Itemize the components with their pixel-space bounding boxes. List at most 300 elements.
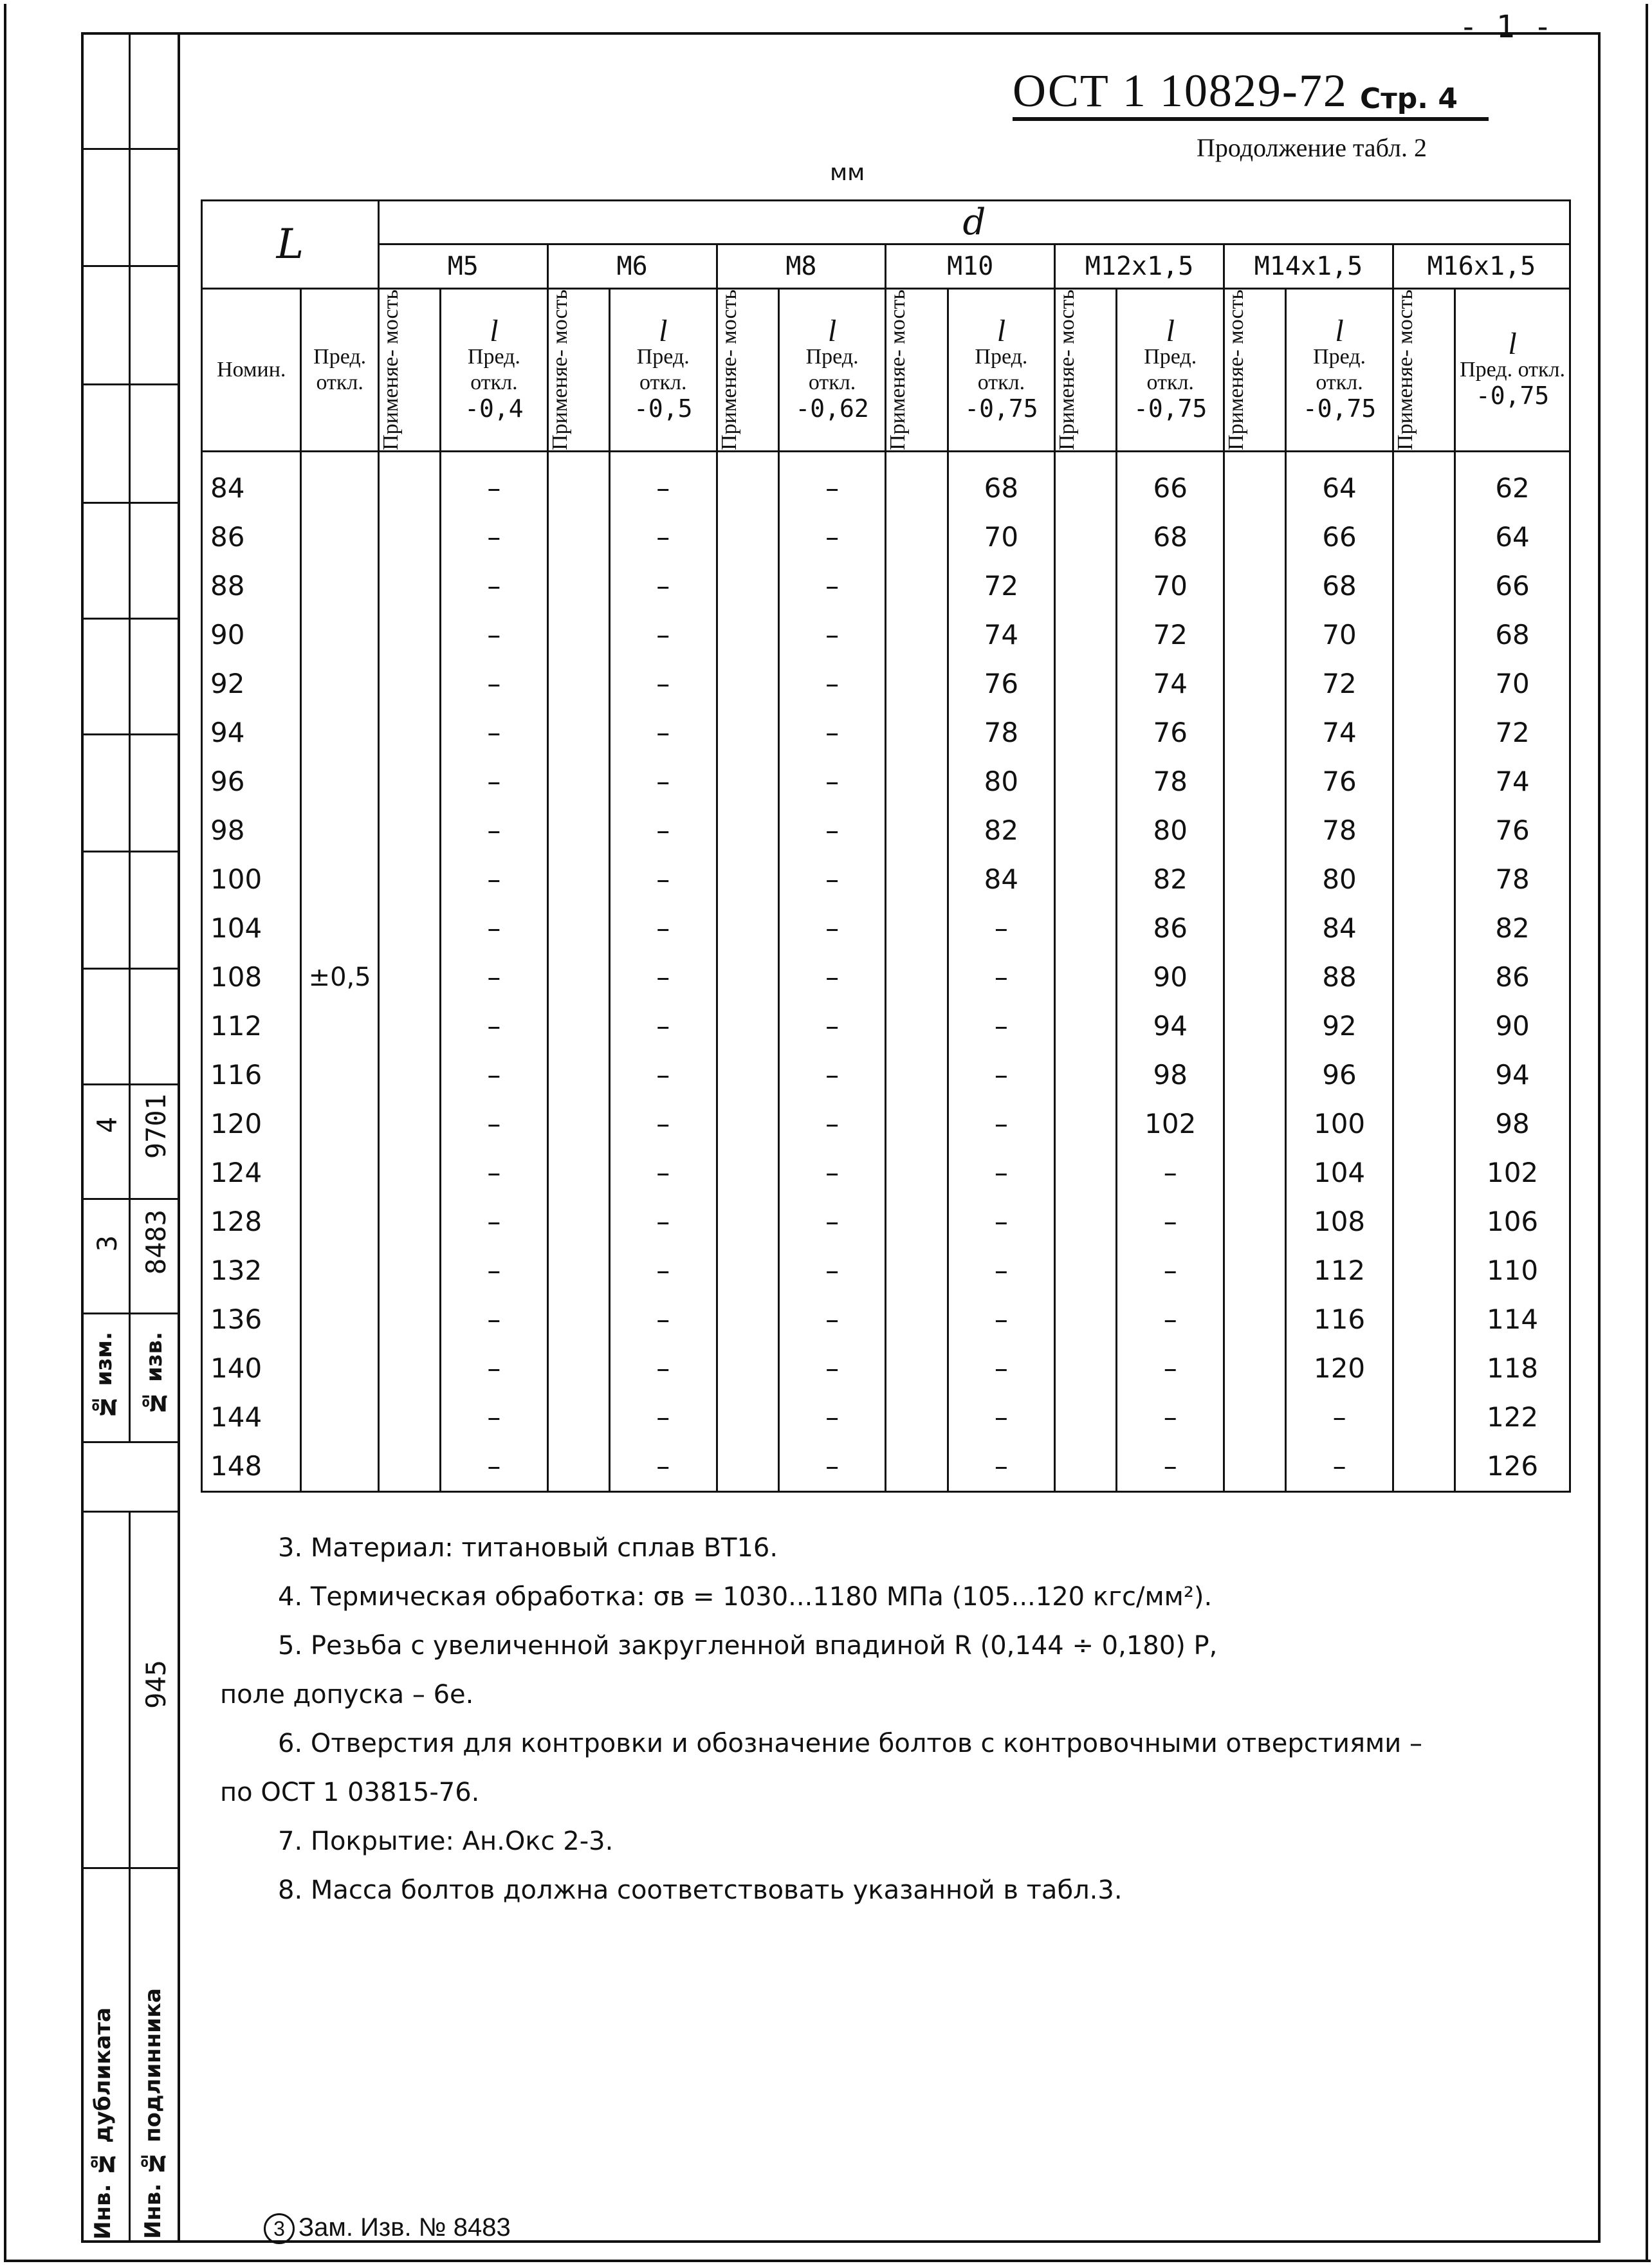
ell-value: 90	[1455, 1002, 1570, 1051]
applicability-cell	[547, 1051, 609, 1100]
applicability-header	[378, 289, 440, 452]
applicability-cell	[1224, 513, 1286, 562]
applicability-cell	[1224, 1100, 1286, 1148]
applicability-cell	[547, 451, 609, 513]
ell-value: –	[948, 1002, 1055, 1051]
table-row	[202, 451, 1570, 513]
margin-tick	[81, 148, 178, 150]
applicability-cell	[378, 1295, 440, 1344]
table-row	[202, 1100, 1570, 1148]
applicability-cell	[547, 904, 609, 953]
applicability-cell	[1224, 562, 1286, 611]
applicability-cell	[886, 1051, 948, 1100]
ell-value: –	[948, 1100, 1055, 1148]
ell-value: –	[778, 1295, 886, 1344]
applicability-cell	[717, 513, 778, 562]
margin-tick	[81, 618, 178, 620]
applicability-cell	[1393, 1442, 1455, 1492]
ell-value: –	[609, 611, 717, 659]
applicability-cell	[1393, 953, 1455, 1002]
ell-value: –	[778, 953, 886, 1002]
ell-value: 84	[948, 855, 1055, 904]
ell-value: –	[778, 562, 886, 611]
table-row	[202, 513, 1570, 562]
ell-value: –	[609, 1148, 717, 1197]
ell-value: –	[948, 1442, 1055, 1492]
table-row	[202, 611, 1570, 659]
ell-value: –	[441, 1197, 548, 1246]
table-row	[202, 1246, 1570, 1295]
applicability-header	[886, 289, 948, 452]
ell-dev-label: Пред. откл.	[1313, 344, 1366, 394]
applicability-cell	[547, 513, 609, 562]
ell-value: 76	[1286, 757, 1393, 806]
applicability-cell	[547, 1246, 609, 1295]
note-8: 8. Масса болтов должна соответствовать указанной в табл.3.	[278, 1875, 1123, 1905]
margin-tick	[81, 733, 178, 735]
frame-col-vert2	[129, 1511, 131, 2240]
izm-value-4: 4	[91, 1117, 123, 1134]
ell-dev-label: Пред. откл.	[636, 344, 690, 394]
ell-value: 72	[948, 562, 1055, 611]
applicability-cell	[1393, 1246, 1455, 1295]
ell-value: –	[1117, 1197, 1224, 1246]
applicability-cell	[378, 1393, 440, 1442]
L-value: 116	[202, 1051, 301, 1100]
margin-tick	[81, 265, 178, 267]
ell-value: –	[948, 1295, 1055, 1344]
applicability-cell	[1224, 708, 1286, 757]
ell-value: 96	[1286, 1051, 1393, 1100]
applicability-cell	[378, 562, 440, 611]
L-value: 92	[202, 659, 301, 708]
applicability-cell	[1055, 757, 1117, 806]
ell-value: 74	[1117, 659, 1224, 708]
note-5-cont: поле допуска – 6е.	[220, 1680, 474, 1709]
applicability-label: Применяе- мость	[717, 290, 741, 450]
applicability-cell	[1393, 1295, 1455, 1344]
izv-value-8483: 8483	[140, 1210, 172, 1275]
applicability-cell	[717, 1393, 778, 1442]
margin-tick	[81, 1198, 178, 1200]
applicability-cell	[717, 451, 778, 513]
table-row	[202, 1197, 1570, 1246]
ell-value: 102	[1455, 1148, 1570, 1197]
note-5: 5. Резьба с увеличенной закругленной впадиной R (0,144 ÷ 0,180) P,	[278, 1631, 1218, 1661]
ell-value: 86	[1117, 904, 1224, 953]
L-value: 100	[202, 855, 301, 904]
applicability-cell	[378, 1442, 440, 1492]
ell-value: 102	[1117, 1100, 1224, 1148]
applicability-cell	[1393, 451, 1455, 513]
margin-tick	[81, 968, 178, 970]
thread-header: М8	[717, 244, 886, 289]
continuation-label: Продолжение табл. 2	[1197, 133, 1427, 162]
ell-value: 68	[1117, 513, 1224, 562]
L-value: 140	[202, 1344, 301, 1393]
ell-tolerance: -0,5	[633, 394, 693, 423]
ell-value: –	[948, 1051, 1055, 1100]
applicability-cell	[1393, 904, 1455, 953]
ell-value: –	[441, 1393, 548, 1442]
ell-value: –	[609, 1100, 717, 1148]
ell-tolerance: -0,4	[464, 394, 524, 423]
ell-value: 86	[1455, 953, 1570, 1002]
ell-value: 104	[1286, 1148, 1393, 1197]
applicability-cell	[1393, 708, 1455, 757]
applicability-label: Применяе- мость	[547, 290, 572, 450]
ell-dev-label: Пред. откл.	[1460, 357, 1565, 382]
applicability-cell	[1393, 513, 1455, 562]
ell-value: 64	[1286, 451, 1393, 513]
applicability-cell	[717, 855, 778, 904]
applicability-cell	[717, 1148, 778, 1197]
ell-value: 64	[1455, 513, 1570, 562]
ell-tolerance: -0,75	[1475, 381, 1550, 410]
ell-tolerance: -0,75	[1133, 394, 1207, 423]
ell-value: –	[441, 451, 548, 513]
ell-value: –	[609, 659, 717, 708]
applicability-cell	[717, 1442, 778, 1492]
applicability-cell	[547, 1295, 609, 1344]
applicability-cell	[717, 659, 778, 708]
ell-value: 66	[1286, 513, 1393, 562]
ell-value: 68	[1455, 611, 1570, 659]
ell-symbol: l	[1166, 313, 1175, 348]
L-value: 112	[202, 1002, 301, 1051]
ell-value: 88	[1286, 953, 1393, 1002]
ell-value: 78	[1117, 757, 1224, 806]
applicability-cell	[1393, 1051, 1455, 1100]
L-value: 124	[202, 1148, 301, 1197]
ell-value: 126	[1455, 1442, 1570, 1492]
applicability-cell	[1393, 659, 1455, 708]
ell-value: –	[441, 1295, 548, 1344]
ell-tolerance: -0,75	[964, 394, 1038, 423]
applicability-cell	[886, 708, 948, 757]
applicability-cell	[1393, 1393, 1455, 1442]
applicability-cell	[547, 855, 609, 904]
thread-header: М5	[378, 244, 547, 289]
applicability-header	[1393, 289, 1455, 452]
applicability-cell	[1055, 1295, 1117, 1344]
ell-value: –	[609, 562, 717, 611]
applicability-cell	[886, 513, 948, 562]
applicability-cell	[717, 1100, 778, 1148]
ell-value: –	[778, 757, 886, 806]
ell-value: 112	[1286, 1246, 1393, 1295]
applicability-cell	[1055, 855, 1117, 904]
ell-value: –	[1117, 1442, 1224, 1492]
table-row	[202, 806, 1570, 855]
table-row	[202, 1148, 1570, 1197]
applicability-cell	[886, 1295, 948, 1344]
ell-value: 118	[1455, 1344, 1570, 1393]
ell-header	[1286, 289, 1393, 452]
ell-value: 78	[948, 708, 1055, 757]
ell-value: –	[441, 659, 548, 708]
ell-value: –	[441, 1002, 548, 1051]
applicability-cell	[717, 806, 778, 855]
ell-value: –	[441, 855, 548, 904]
ell-value: –	[441, 708, 548, 757]
applicability-cell	[378, 757, 440, 806]
applicability-cell	[378, 451, 440, 513]
standard-title: ОСТ 1 10829-72	[1013, 65, 1348, 116]
ell-symbol: l	[1335, 313, 1344, 348]
ell-value: 78	[1455, 855, 1570, 904]
ell-dev-label: Пред. откл.	[805, 344, 859, 394]
ell-value: –	[948, 1393, 1055, 1442]
page-frame-left	[4, 4, 6, 2262]
applicability-cell	[886, 855, 948, 904]
L-tolerance: ±0,5	[308, 962, 371, 992]
applicability-cell	[378, 1246, 440, 1295]
table-row	[202, 562, 1570, 611]
ell-value: –	[609, 1344, 717, 1393]
izv-value-9701: 9701	[140, 1094, 172, 1159]
ell-value: –	[609, 904, 717, 953]
inv-podl-label: Инв. № подлинника	[140, 1988, 166, 2239]
ell-value: –	[1117, 1295, 1224, 1344]
applicability-cell	[717, 953, 778, 1002]
ell-value: 74	[948, 611, 1055, 659]
ell-value: –	[609, 953, 717, 1002]
applicability-cell	[1393, 806, 1455, 855]
applicability-cell	[886, 611, 948, 659]
ell-value: –	[778, 1100, 886, 1148]
applicability-cell	[717, 1197, 778, 1246]
ell-dev-label: Пред. откл.	[975, 344, 1028, 394]
applicability-cell	[1055, 1100, 1117, 1148]
ell-value: –	[778, 806, 886, 855]
ell-value: –	[778, 611, 886, 659]
table-row	[202, 1442, 1570, 1492]
table-row	[202, 904, 1570, 953]
applicability-cell	[717, 562, 778, 611]
applicability-cell	[886, 1100, 948, 1148]
applicability-cell	[1393, 757, 1455, 806]
ell-header	[609, 289, 717, 452]
ell-value: –	[609, 855, 717, 904]
applicability-cell	[1055, 953, 1117, 1002]
ell-tolerance: -0,75	[1302, 394, 1377, 423]
applicability-cell	[1055, 806, 1117, 855]
applicability-cell	[1224, 1051, 1286, 1100]
applicability-cell	[378, 904, 440, 953]
ell-value: 116	[1286, 1295, 1393, 1344]
applicability-cell	[1224, 1442, 1286, 1492]
applicability-cell	[717, 1002, 778, 1051]
ell-value: –	[609, 757, 717, 806]
page-number: - 1 -	[1459, 9, 1552, 45]
inv-podl-value: 945	[140, 1660, 172, 1709]
L-value: 86	[202, 513, 301, 562]
applicability-cell	[1055, 1051, 1117, 1100]
applicability-cell	[378, 855, 440, 904]
ell-value: –	[778, 1246, 886, 1295]
ell-value: 90	[1117, 953, 1224, 1002]
frame-col-vert	[129, 32, 131, 1441]
L-value: 120	[202, 1100, 301, 1148]
ell-value: 94	[1117, 1002, 1224, 1051]
applicability-cell	[1393, 611, 1455, 659]
table-row	[202, 953, 1570, 1002]
izm-label: № изм.	[91, 1332, 117, 1420]
ell-value: 76	[1455, 806, 1570, 855]
applicability-cell	[1055, 708, 1117, 757]
unit-label: мм	[830, 160, 865, 186]
table-row	[202, 855, 1570, 904]
ell-value: –	[441, 1051, 548, 1100]
applicability-cell	[1224, 659, 1286, 708]
applicability-header	[1055, 289, 1117, 452]
applicability-cell	[1393, 1148, 1455, 1197]
thread-header: М10	[886, 244, 1055, 289]
applicability-cell	[717, 1051, 778, 1100]
dimensions-table	[201, 199, 1571, 1493]
applicability-header	[1224, 289, 1286, 452]
note-3: 3. Материал: титановый сплав ВТ16.	[278, 1533, 778, 1563]
izv-label: № изв.	[142, 1332, 167, 1415]
ell-value: –	[1286, 1442, 1393, 1492]
ell-tolerance: -0,62	[795, 394, 869, 423]
applicability-cell	[886, 1246, 948, 1295]
applicability-cell	[1055, 1197, 1117, 1246]
ell-symbol: l	[1508, 326, 1517, 361]
applicability-cell	[547, 757, 609, 806]
applicability-cell	[1055, 451, 1117, 513]
ell-value: –	[609, 1197, 717, 1246]
ell-value: –	[948, 1148, 1055, 1197]
ell-value: 70	[1455, 659, 1570, 708]
applicability-cell	[1055, 562, 1117, 611]
applicability-cell	[886, 451, 948, 513]
ell-value: –	[778, 513, 886, 562]
thread-header: М12х1,5	[1055, 244, 1224, 289]
ell-value: –	[441, 611, 548, 659]
ell-value: 80	[1117, 806, 1224, 855]
applicability-cell	[547, 1344, 609, 1393]
applicability-cell	[1055, 659, 1117, 708]
ell-value: –	[778, 1197, 886, 1246]
footer-change-note	[264, 2213, 511, 2244]
L-value: 96	[202, 757, 301, 806]
note-6: 6. Отверстия для контровки и обозначение болтов с контровочными отверстиями –	[278, 1729, 1422, 1758]
frame-top	[81, 32, 1601, 35]
ell-value: 66	[1455, 562, 1570, 611]
margin-tick	[81, 1511, 178, 1513]
applicability-cell	[547, 1100, 609, 1148]
applicability-cell	[1224, 1246, 1286, 1295]
frame-right	[1598, 32, 1601, 2243]
ell-symbol: l	[996, 313, 1006, 348]
applicability-cell	[547, 562, 609, 611]
applicability-cell	[717, 1344, 778, 1393]
applicability-cell	[547, 611, 609, 659]
L-tolerance-cell	[301, 451, 378, 1491]
applicability-cell	[378, 1051, 440, 1100]
margin-tick	[81, 1083, 178, 1085]
ell-value: –	[441, 806, 548, 855]
ell-value: –	[1286, 1393, 1393, 1442]
ell-value: –	[441, 1442, 548, 1492]
applicability-cell	[717, 904, 778, 953]
applicability-cell	[1224, 1002, 1286, 1051]
ell-value: 72	[1286, 659, 1393, 708]
note-6-cont: по ОСТ 1 03815-76.	[220, 1778, 480, 1807]
table-row	[202, 708, 1570, 757]
ell-value: –	[609, 513, 717, 562]
ell-symbol: l	[490, 313, 499, 348]
ell-value: 84	[1286, 904, 1393, 953]
ell-value: –	[609, 708, 717, 757]
page-frame-right	[1646, 4, 1648, 2262]
ell-value: 74	[1286, 708, 1393, 757]
applicability-cell	[378, 1100, 440, 1148]
ell-value: –	[609, 451, 717, 513]
ell-value: 78	[1286, 806, 1393, 855]
ell-value: 72	[1117, 611, 1224, 659]
applicability-cell	[1055, 1148, 1117, 1197]
table-row	[202, 1344, 1570, 1393]
page-frame-bottom	[4, 2260, 1651, 2262]
margin-tick	[81, 502, 178, 504]
notes-block	[220, 1524, 1539, 1915]
applicability-cell	[1224, 611, 1286, 659]
ell-value: –	[778, 1442, 886, 1492]
applicability-header	[717, 289, 778, 452]
applicability-cell	[1224, 1393, 1286, 1442]
ell-value: –	[778, 1393, 886, 1442]
ell-value: 82	[948, 806, 1055, 855]
applicability-cell	[1393, 1344, 1455, 1393]
ell-value: –	[441, 904, 548, 953]
margin-tick	[81, 383, 178, 385]
applicability-cell	[1224, 953, 1286, 1002]
ell-value: –	[1117, 1246, 1224, 1295]
frame-left	[81, 32, 84, 2243]
margin-tick	[81, 1313, 178, 1314]
ell-value: –	[441, 562, 548, 611]
ell-value: –	[441, 1344, 548, 1393]
ell-value: –	[778, 1344, 886, 1393]
applicability-cell	[547, 708, 609, 757]
applicability-cell	[547, 1148, 609, 1197]
ell-value: –	[778, 708, 886, 757]
ell-value: 70	[948, 513, 1055, 562]
L-value: 108	[202, 953, 301, 1002]
applicability-cell	[1224, 806, 1286, 855]
ell-value: –	[441, 513, 548, 562]
applicability-cell	[378, 1148, 440, 1197]
ell-value: –	[609, 1246, 717, 1295]
ell-value: –	[609, 1051, 717, 1100]
ell-value: 92	[1286, 1002, 1393, 1051]
applicability-cell	[1055, 611, 1117, 659]
applicability-cell	[547, 1393, 609, 1442]
ell-dev-label: Пред. откл.	[1144, 344, 1197, 394]
applicability-cell	[717, 1295, 778, 1344]
applicability-cell	[1393, 855, 1455, 904]
inv-dubl-label: Инв. № дубликата	[90, 2007, 116, 2240]
L-value: 98	[202, 806, 301, 855]
ell-value: –	[778, 1051, 886, 1100]
ell-symbol: l	[659, 313, 668, 348]
thread-header: М6	[547, 244, 717, 289]
ell-value: –	[609, 1393, 717, 1442]
ell-value: 66	[1117, 451, 1224, 513]
